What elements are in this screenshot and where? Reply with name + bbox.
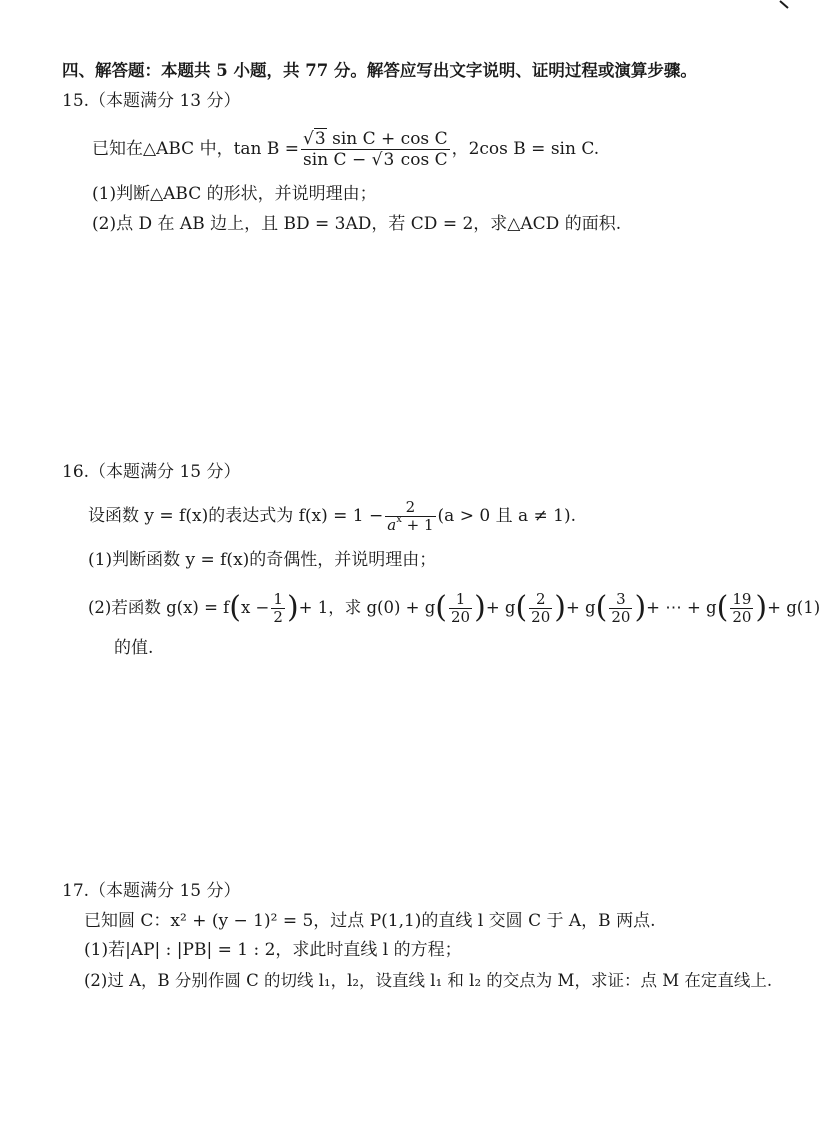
q15-tan-fraction — [301, 129, 450, 170]
fraction-numerator: 1 — [273, 589, 283, 608]
fraction-denominator: 20 — [451, 607, 471, 626]
g-term-fraction — [529, 591, 552, 626]
plus-g: + g — [485, 598, 516, 617]
q15-given-tail: ，2cos B = sin C. — [451, 139, 600, 159]
sqrt-sign: √ — [371, 149, 383, 170]
q15-part-2: (2)点 D 在 AB 边上，且 BD = 3AD，若 CD = 2，求△ACD 的面积. — [92, 214, 622, 234]
numerator-rest: sin C + cos C — [326, 128, 448, 149]
denominator-rest: cos C — [395, 149, 448, 170]
g-term-fraction — [730, 591, 753, 626]
denominator-start: sin C − — [303, 149, 372, 170]
half-fraction — [271, 591, 285, 626]
x-minus: x − — [241, 598, 270, 617]
q15-part-1: (1)判断△ABC 的形状，并说明理由； — [92, 184, 377, 204]
g-term-fraction — [609, 591, 632, 626]
q17-part-2: (2)过 A，B 分别作圆 C 的切线 l₁，l₂，设直线 l₁ 和 l₂ 的交点为 M，求证：点 M 在定直线上. — [84, 971, 773, 990]
q16-part-2-lead: (2)若函数 g(x) = f — [88, 598, 230, 617]
open-paren: ( — [515, 590, 528, 625]
close-paren: ) — [474, 590, 486, 625]
open-paren: ( — [595, 590, 608, 625]
fraction-denominator: 2 — [273, 607, 283, 626]
q15-heading: 15.（本题满分 13 分） — [62, 91, 241, 111]
q15-fraction-denominator — [301, 150, 450, 170]
close-paren: ) — [634, 590, 647, 625]
fraction-denominator: 20 — [732, 607, 752, 626]
q15-given-lead: 已知在△ABC 中，tan B = — [92, 139, 300, 159]
q16-f-fraction — [385, 499, 435, 534]
q16-part-1: (1)判断函数 y = f(x)的奇偶性，并说明理由； — [88, 550, 437, 570]
q16-fraction-denominator — [385, 513, 435, 534]
close-paren: ) — [286, 590, 299, 625]
plus-g: + g — [565, 598, 596, 617]
close-paren: ) — [554, 590, 566, 625]
corner-mark — [778, 0, 790, 10]
q16-part-2 — [88, 582, 820, 634]
q17-part-1: (1)若|AP| : |PB| = 1 : 2，求此时直线 l 的方程； — [84, 940, 462, 960]
q16-part-2-continuation: 的值. — [114, 638, 154, 658]
ellipsis-g: + ⋯ + g — [646, 598, 717, 617]
close-paren: ) — [755, 590, 768, 625]
q16-part-2-tail: + g(1) — [767, 598, 820, 617]
g-term-fraction — [449, 591, 472, 626]
sqrt-radicand: 3 — [314, 128, 326, 149]
open-paren: ( — [435, 590, 447, 625]
open-paren: ( — [229, 590, 241, 625]
exponent-x: x — [396, 513, 402, 525]
q16-heading: 16.（本题满分 15 分） — [62, 462, 241, 482]
q15-given — [92, 124, 599, 174]
sqrt-sign: √ — [303, 128, 314, 149]
open-paren: ( — [716, 590, 729, 625]
section-header: 四、解答题：本题共 5 小题，共 77 分。解答应写出文字说明、证明过程或演算步骤。 — [62, 61, 697, 80]
fraction-denominator: 20 — [611, 607, 631, 626]
base-a: a — [387, 515, 397, 534]
q16-given-tail: (a > 0 且 a ≠ 1). — [437, 506, 577, 526]
sqrt-radicand: 3 — [383, 149, 395, 170]
fraction-numerator: 19 — [732, 589, 752, 608]
q17-given: 已知圆 C：x² + (y − 1)² = 5，过点 P(1,1)的直线 l 交圆 C 于 A，B 两点. — [84, 911, 656, 931]
plus-one: + 1 — [401, 515, 434, 534]
q16-given — [88, 492, 576, 540]
q17-heading: 17.（本题满分 15 分） — [62, 881, 241, 901]
fraction-numerator: 3 — [609, 591, 632, 609]
q15-fraction-numerator — [301, 129, 450, 150]
plus-one-text: + 1，求 g(0) + g — [298, 598, 436, 617]
fraction-denominator: 20 — [531, 607, 551, 626]
q16-fraction-numerator: 2 — [385, 499, 435, 517]
fraction-numerator: 1 — [449, 591, 472, 609]
fraction-numerator: 2 — [529, 591, 552, 609]
q16-given-lead: 设函数 y = f(x)的表达式为 f(x) = 1 − — [88, 506, 384, 526]
